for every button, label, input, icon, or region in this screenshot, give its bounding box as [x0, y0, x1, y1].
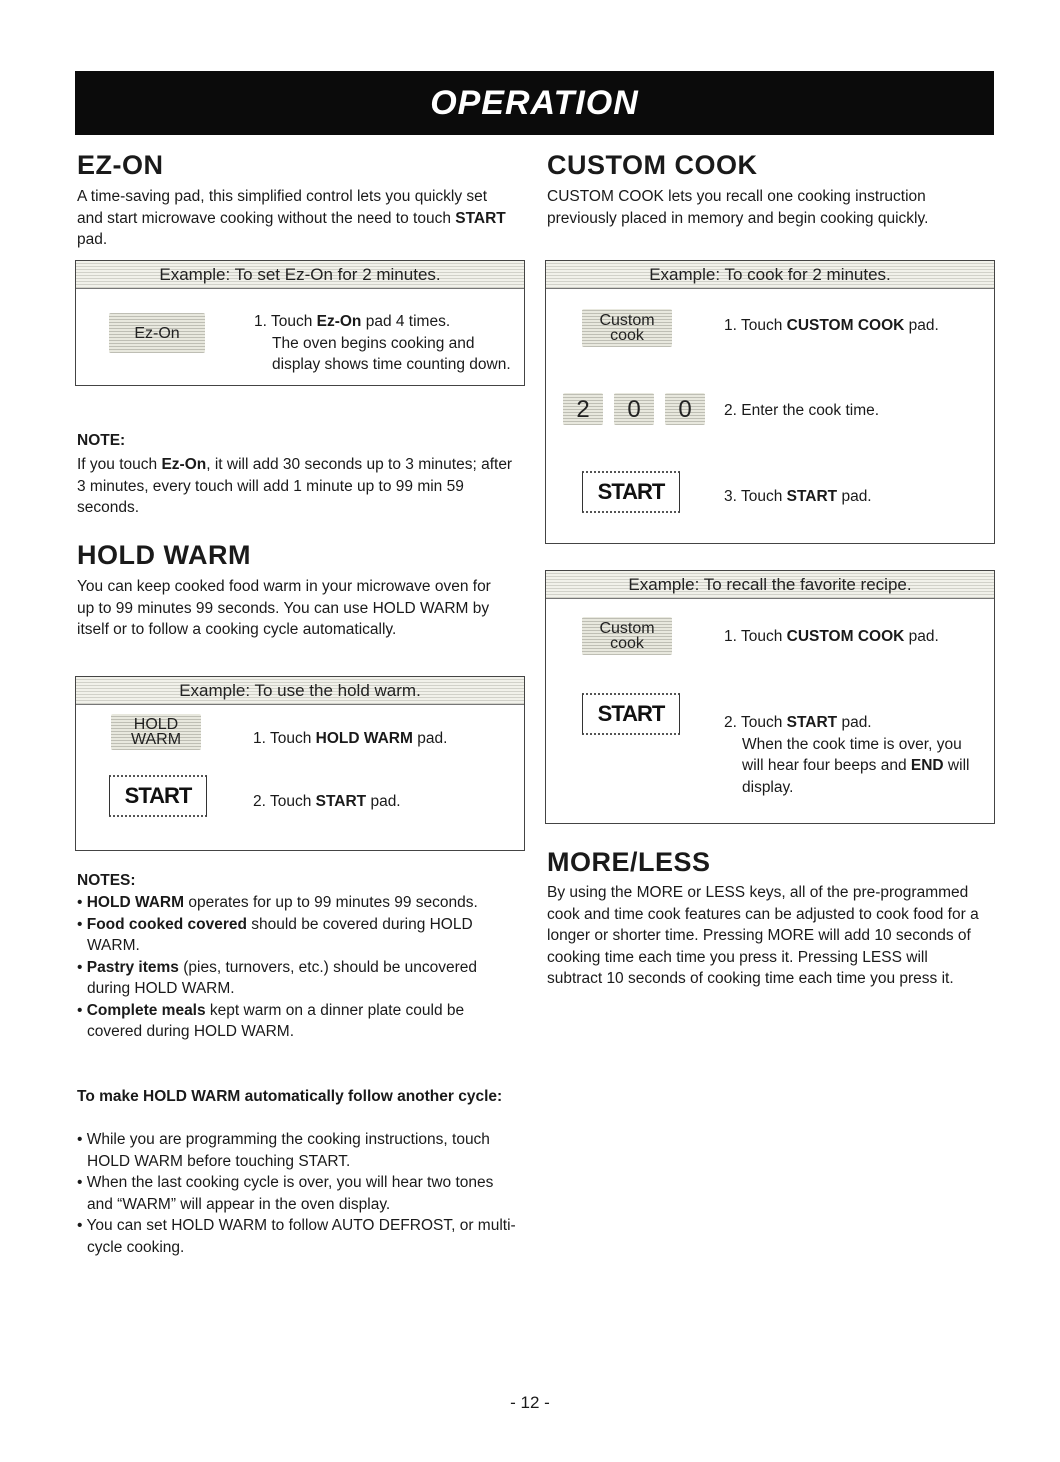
hold-warm-auto-list [77, 1129, 517, 1258]
hold-warm-note-text: (pies, turnovers, etc.) should be uncovered during HOLD WARM. [87, 958, 478, 997]
custom-cook-start-pad[interactable] [582, 471, 680, 513]
hold-warm-note-bold: Complete meals [86, 1001, 206, 1019]
custom-cook-start-label: START [597, 701, 665, 726]
custom-cook-ex2-step-1-end: pad. [904, 628, 939, 645]
custom-cook-example-2-title: Example: To recall the favorite recipe. [546, 571, 994, 599]
hold-warm-notes-heading: NOTES: [77, 872, 136, 889]
ez-on-note-heading: NOTE: [77, 432, 126, 449]
custom-cook-example-2-box [545, 570, 995, 824]
ez-on-pad[interactable] [109, 313, 205, 353]
custom-cook-ex1-step-1-end: pad. [904, 317, 939, 334]
operation-banner [75, 71, 994, 135]
hold-warm-step-1-end: pad. [412, 730, 448, 747]
custom-cook-ex1-step-1-bold: CUSTOM COOK [786, 317, 905, 334]
hold-warm-note: • Food cooked covered should be covered during HOLD WARM. [77, 915, 473, 954]
hold-warm-step-1-bold: HOLD WARM [315, 730, 413, 747]
custom-cook-heading: CUSTOM COOK [547, 150, 758, 180]
hold-warm-pad-line2: WARM [130, 731, 182, 748]
hold-warm-step-2 [253, 791, 515, 813]
custom-cook-ex2-detail-bold: END [910, 757, 944, 774]
custom-cook-pad-line1: Custom [599, 312, 655, 329]
ez-on-intro-text: A time-saving pad, this simplified control lets you quickly set and start microwave cooking without the need to touch [77, 188, 488, 227]
hold-warm-pad[interactable] [111, 714, 201, 750]
hold-warm-step-2-bold: START [315, 793, 367, 810]
ez-on-note [77, 454, 517, 519]
hold-warm-note: • HOLD WARM operates for up to 99 minutes 99 seconds. [77, 894, 478, 911]
custom-cook-pad[interactable] [582, 617, 672, 655]
ez-on-example-title: Example: To set Ez-On for 2 minutes. [76, 261, 524, 289]
ez-on-step-1-bold: Ez-On [316, 313, 362, 330]
hold-warm-note-bold: HOLD WARM [86, 894, 185, 911]
page-number: - 12 - [510, 1393, 550, 1412]
custom-cook-ex1-step-2: 2. Enter the cook time. [724, 402, 880, 419]
custom-cook-example-1-title: Example: To cook for 2 minutes. [546, 261, 994, 289]
custom-cook-ex1-step-3-end: pad. [837, 488, 872, 505]
hold-warm-note-bold: Pastry items [86, 958, 179, 976]
ez-on-intro [77, 186, 517, 251]
custom-cook-ex1-step-1-text: 1. Touch [724, 317, 787, 334]
hold-warm-auto-item: • When the last cooking cycle is over, you will hear two tones and “WARM” will appear in the oven display. [77, 1174, 494, 1213]
custom-cook-start-pad[interactable] [582, 693, 680, 735]
ez-on-intro-end: pad. [77, 231, 108, 248]
custom-cook-pad-line1: Custom [599, 620, 655, 637]
digit-0-label: 0 [627, 395, 641, 423]
hold-warm-auto-heading: To make HOLD WARM automatically follow another cycle: [77, 1088, 503, 1105]
custom-cook-ex2-step-2-end: pad. [837, 714, 872, 731]
hold-warm-note-text: operates for up to 99 minutes 99 seconds. [184, 894, 478, 911]
hold-warm-step-2-end: pad. [366, 793, 401, 810]
ez-on-note-end: , it will add 30 seconds up to 3 minutes; after 3 minutes, every touch will add 1 minute up to 99 min 59 seconds. [77, 456, 513, 516]
digit-2-label: 2 [576, 395, 590, 423]
ez-on-note-bold: Ez-On [161, 456, 207, 473]
custom-cook-ex2-detail-text: When the cook time is over, you will hear four beeps and [742, 735, 962, 774]
hold-warm-note: • Complete meals kept warm on a dinner plate could be covered during HOLD WARM. [77, 1001, 465, 1040]
custom-cook-ex1-step-1 [724, 315, 986, 337]
hold-warm-step-2-text: 2. Touch [253, 793, 316, 810]
hold-warm-auto-text: While you are programming the cooking instructions, touch HOLD WARM before touching START. [86, 1131, 490, 1170]
ez-on-step-1-end: pad 4 times. [361, 313, 451, 330]
ez-on-step-1-text: 1. Touch [254, 313, 317, 330]
ez-on-heading: EZ-ON [77, 150, 164, 180]
custom-cook-ex2-step-1-bold: CUSTOM COOK [786, 628, 905, 645]
custom-cook-pad[interactable] [582, 309, 672, 347]
hold-warm-step-1 [253, 728, 515, 750]
custom-cook-start-label: START [597, 479, 665, 504]
custom-cook-ex2-step-2 [724, 712, 986, 798]
hold-warm-pad-line1: HOLD [133, 716, 179, 733]
hold-warm-auto-text: You can set HOLD WARM to follow AUTO DEFROST, or multi-cycle cooking. [86, 1217, 516, 1256]
more-less-heading: MORE/LESS [547, 847, 711, 877]
ez-on-note-text: If you touch [77, 456, 162, 473]
ez-on-step-1 [254, 311, 516, 376]
custom-cook-ex2-step-2-detail [724, 734, 986, 799]
hold-warm-note-bold: Food cooked covered [86, 915, 247, 933]
custom-cook-ex1-step-3 [724, 486, 986, 508]
hold-warm-note: • Pastry items (pies, turnovers, etc.) should be uncovered during HOLD WARM. [77, 958, 478, 997]
ez-on-pad-label: Ez-On [134, 324, 180, 342]
custom-cook-ex2-step-2-bold: START [786, 714, 838, 731]
hold-warm-notes-list [77, 892, 507, 1043]
hold-warm-heading: HOLD WARM [77, 540, 251, 570]
digit-0-pad[interactable] [665, 393, 705, 425]
custom-cook-pad-line2: cook [610, 327, 644, 344]
banner-title: OPERATION [430, 83, 639, 122]
hold-warm-example-title: Example: To use the hold warm. [76, 677, 524, 705]
more-less-text: By using the MORE or LESS keys, all of the pre-programmed cook and time cook features can be adjusted to cook food for a longer or shorter time. Pressing MORE will add 10 seconds of cooking time each time you press it. Pressing LESS will subtract 10 seconds of cooking time each time you press it. [547, 884, 979, 987]
custom-cook-ex2-step-2-text: 2. Touch [724, 714, 787, 731]
custom-cook-example-1-box [545, 260, 995, 544]
ez-on-intro-bold: START [455, 209, 506, 227]
ez-on-step-1-detail: The oven begins cooking and display shows time counting down. [272, 334, 511, 373]
custom-cook-ex2-step-1 [724, 626, 986, 648]
hold-warm-example-box [75, 676, 525, 851]
hold-warm-note-text: should be covered during HOLD WARM. [87, 915, 473, 954]
custom-cook-ex1-step-3-bold: START [786, 488, 838, 505]
ez-on-example-box [75, 260, 525, 386]
digit-0-label: 0 [678, 395, 692, 423]
hold-warm-auto-item: • While you are programming the cooking instructions, touch HOLD WARM before touching START. [77, 1131, 490, 1170]
hold-warm-step-1-text: 1. Touch [253, 730, 316, 747]
digit-2-pad[interactable] [563, 393, 603, 425]
hold-warm-intro: You can keep cooked food warm in your microwave oven for up to 99 minutes 99 seconds. You can use HOLD WARM by itself or to follow a cooking cycle automatically. [77, 578, 491, 638]
hold-warm-note-text: kept warm on a dinner plate could be covered during HOLD WARM. [87, 1001, 465, 1040]
custom-cook-intro: CUSTOM COOK lets you recall one cooking instruction previously placed in memory and begin cooking quickly. [547, 188, 929, 227]
hold-warm-start-pad[interactable] [109, 775, 207, 817]
custom-cook-pad-line2: cook [610, 635, 644, 652]
hold-warm-auto-text: When the last cooking cycle is over, you will hear two tones and “WARM” will appear in the oven display. [86, 1174, 494, 1213]
custom-cook-ex2-step-1-text: 1. Touch [724, 628, 787, 645]
hold-warm-auto-item: • You can set HOLD WARM to follow AUTO DEFROST, or multi-cycle cooking. [77, 1217, 516, 1256]
digit-0-pad[interactable] [614, 393, 654, 425]
custom-cook-ex1-step-3-text: 3. Touch [724, 488, 787, 505]
hold-warm-start-label: START [124, 783, 192, 808]
custom-cook-ex2-detail-end: will display. [742, 757, 970, 796]
